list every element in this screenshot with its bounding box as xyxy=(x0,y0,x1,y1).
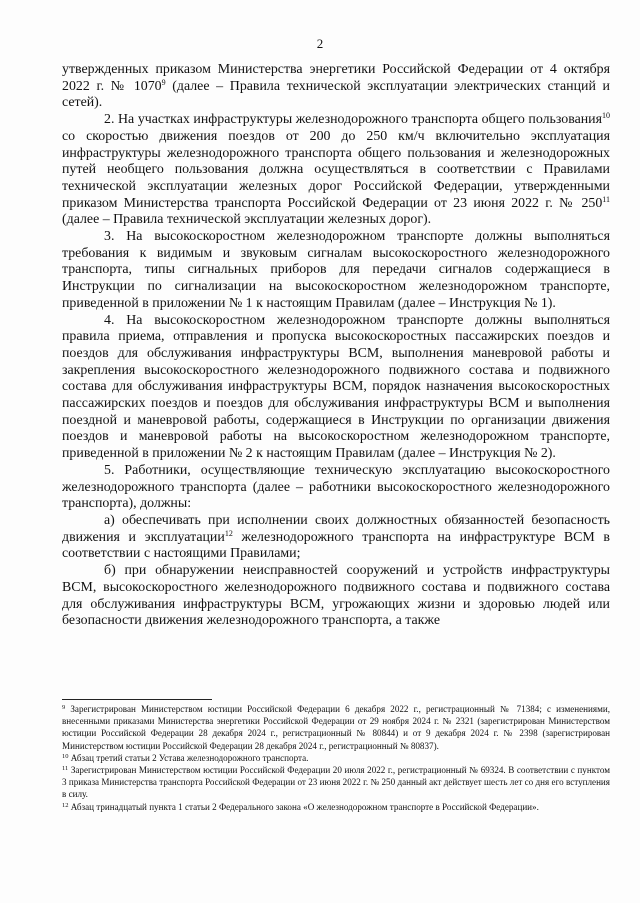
paragraph-text: (далее – Правила технической эксплуатации железных дорог). xyxy=(62,212,432,228)
footnote-separator xyxy=(62,699,212,700)
footnote-ref: 11 xyxy=(602,194,610,204)
document-body xyxy=(62,62,610,630)
footnote-ref: 12 xyxy=(224,528,233,538)
body-paragraph xyxy=(62,513,610,563)
footnote xyxy=(62,764,610,801)
paragraph-text: (далее – Правила технической эксплуатации электрических станций и сетей). xyxy=(62,78,610,111)
body-paragraph xyxy=(62,463,610,513)
paragraph-text: а) обеспечивать при исполнении своих должностных обязанностей безопасность движения и эксплуатации xyxy=(62,512,610,545)
footnote-ref: 10 xyxy=(602,111,610,121)
footnote xyxy=(62,801,610,813)
footnote-text: Абзац третий статьи 2 Устава железнодорожного транспорта. xyxy=(68,752,309,763)
footnote-number: 9 xyxy=(62,704,66,711)
paragraph-text: 3. На высокоскоростном железнодорожном транспорте должны выполняться требования к видимым и звуковым сигналам высокоскоростного железнодорожного транспорта, типы сигнальных приборов для передачи сигналов содержащиеся в Инструкции по сигнализации на высокоскоростном железнодорожном транспорте, приведенной в приложении № 1 к настоящим Правилам (далее – Инструкция № 1). xyxy=(62,229,610,311)
footnote-text: Зарегистрирован Министерством юстиции Российской Федерации 6 декабря 2022 г., регистрационный № 71384; с изменениями, внесенными приказами Министерства энергетики Российской Федерации от 29 ноября 2024 г. № 2321 (зарегистрирован Министерством юстиции Российской Федерации 28 декабря 2024 г., регистрационный № 80844) и от 9 декабря 2024 г. № 2398 (зарегистрирован Министерством юстиции Российской Федерации 28 декабря 2024 г., регистрационный № 80837). xyxy=(62,704,610,751)
footnote-text: Зарегистрирован Министерством юстиции Российской Федерации 20 июля 2022 г., регистрационный № 69324. В соответствии с пунктом 3 приказа Министерства транспорта Российской Федерации от 23 июня 2022 г. № 250 данный акт действует шесть лет со дня его вступления в силу. xyxy=(62,765,610,800)
body-paragraph xyxy=(62,229,610,313)
page-number: 2 xyxy=(316,36,324,51)
footnote xyxy=(62,703,610,752)
paragraph-text: б) при обнаружении неисправностей сооружений и устройств инфраструктуры ВСМ, высокоскоростного железнодорожного подвижного состава и подвижного состава для обслуживания инфраструктуры ВСМ, угрожающих жизни и здоровью людей или безопасности движения железнодорожного транспорта, а также xyxy=(62,563,610,629)
paragraph-text: со скоростью движения поездов от 200 до 250 км/ч включительно эксплуатация инфраструктуры железнодорожного транспорта общего пользования и железнодорожных путей необщего пользования должна осуществляться в соответствии с Правилами технической эксплуатации железных дорог Российской Федерации, утвержденными приказом Министерства транспорта Российской Федерации от 23 июня 2022 г. № 250 xyxy=(62,128,610,211)
footnotes xyxy=(62,703,610,813)
footnote-number: 10 xyxy=(62,752,69,760)
footnote-number: 12 xyxy=(62,801,69,809)
paragraph-text: 2. На участках инфраструктуры железнодорожного транспорта общего пользования xyxy=(104,112,602,128)
paragraph-text: 4. На высокоскоростном железнодорожном транспорте должны выполняться правила приема, отправления и пропуска высокоскоростных пассажирских поездов и поездов для обслуживания инфраструктуры ВСМ, выполнения маневровой работы и закрепления высокоскоростного железнодорожного подвижного состава и подвижного состава для обслуживания инфраструктуры ВСМ, порядок назначения высокоскоростных пассажирских поездов и поездов для обслуживания инфраструктуры ВСМ и выполнения поездной и маневровой работы, содержащиеся в Инструкции по организации движения поездов и маневровой работы на высокоскоростном железнодорожном транспорте, приведенной в приложении № 2 к настоящим Правилам (далее – Инструкция № 2). xyxy=(62,312,610,462)
paragraph-text: железнодорожного транспорта на инфраструктуре ВСМ в соответствии с настоящими Правилами; xyxy=(62,529,610,562)
body-paragraph xyxy=(62,62,610,112)
paragraph-text: 5. Работники, осуществляющие техническую эксплуатацию высокоскоростного железнодорожного транспорта (далее – работники высокоскоростного железнодорожного транспорта), должны: xyxy=(62,462,610,512)
footnote-ref: 9 xyxy=(161,77,166,87)
body-paragraph xyxy=(62,563,610,630)
paragraph-text: утвержденных приказом Министерства энергетики Российской Федерации от 4 октября 2022 г. № 1070 xyxy=(62,62,610,94)
body-paragraph xyxy=(62,112,610,229)
footnote-number: 11 xyxy=(62,765,69,773)
body-paragraph xyxy=(62,313,610,463)
footnote-text: Абзац тринадцатый пункта 1 статьи 2 Федерального закона «О железнодорожном транспорте в Российской Федерации». xyxy=(68,801,539,812)
footnote xyxy=(62,752,610,764)
